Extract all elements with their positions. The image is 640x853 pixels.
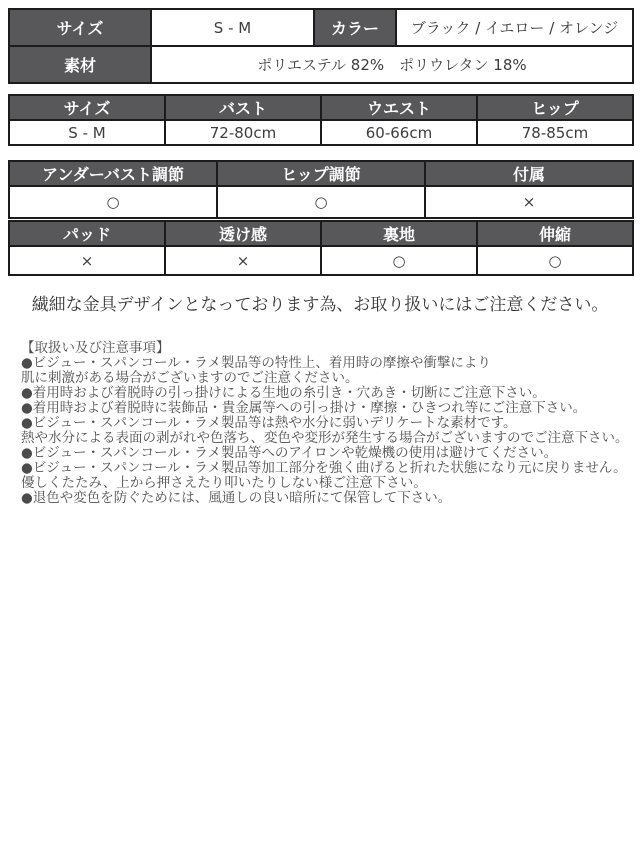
color-value: ブラック / イエロー / オレンジ [396, 9, 633, 46]
sheerness-header: 透け感 [165, 221, 321, 246]
pad-value: × [9, 246, 165, 275]
bust-value: 72-80cm [165, 120, 321, 145]
note-line: ●ビジュー・スパンコール・ラメ製品等の特性上、着用時の摩擦や衝撃により [21, 355, 491, 371]
size-value: S - M [151, 9, 314, 46]
handling-notes [21, 341, 640, 506]
stretch-header: 伸縮 [477, 221, 633, 246]
accessory-header: 付属 [425, 161, 633, 186]
notes-title: 【取扱い及び注意事項】 [21, 340, 170, 356]
lining-header: 裏地 [321, 221, 477, 246]
hip-adjust-header: ヒップ調節 [217, 161, 425, 186]
material-value: ポリエステル 82% ポリウレタン 18% [151, 46, 633, 83]
pad-header: パッド [9, 221, 165, 246]
underbust-adjust-header: アンダーバスト調節 [9, 161, 217, 186]
hip-header: ヒップ [477, 95, 633, 120]
hip-adjust-value: ○ [217, 186, 425, 218]
waist-value: 60-66cm [321, 120, 477, 145]
measure-size-value: S - M [9, 120, 165, 145]
note-line: ●退色や変色を防ぐためには、風通しの良い暗所にて保管して下さい。 [21, 490, 452, 506]
note-line: 優しくたたみ、上から押さえたり叩いたりしない様ご注意下さい。 [21, 475, 427, 491]
note-line: ●着用時および着脱時の引っ掛けによる生地の糸引き・穴あき・切断にご注意下さい。 [21, 385, 546, 401]
bust-header: バスト [165, 95, 321, 120]
waist-header: ウエスト [321, 95, 477, 120]
measurement-table [8, 94, 634, 146]
hardware-caution-text: 繊細な金具デザインとなっております為、お取り扱いにはご注意ください。 [31, 295, 609, 315]
sheerness-value: × [165, 246, 321, 275]
stretch-value: ○ [477, 246, 633, 275]
color-header: カラー [314, 9, 396, 46]
feature-table-top [8, 160, 634, 219]
size-header: サイズ [9, 9, 151, 46]
note-line: 熱や水分による表面の剥がれや色落ち、変色や変形が発生する場合がございますのでご注意下さい。 [21, 430, 629, 446]
note-line: ●ビジュー・スパンコール・ラメ製品等へのアイロンや乾燥機の使用は避けてください。 [21, 445, 558, 461]
hip-value: 78-85cm [477, 120, 633, 145]
note-line: ●ビジュー・スパンコール・ラメ製品等加工部分を強く曲げると折れた状態になり元に戻りません。 [21, 460, 627, 476]
size-color-material-table [8, 8, 634, 84]
note-line: ●ビジュー・スパンコール・ラメ製品等は熱や水分に弱いデリケートな素材です。 [21, 415, 517, 431]
underbust-adjust-value: ○ [9, 186, 217, 218]
feature-table-bottom [8, 220, 634, 276]
material-header: 素材 [9, 46, 151, 83]
note-line: 肌に刺激がある場合がございますのでご注意ください。 [21, 370, 359, 386]
lining-value: ○ [321, 246, 477, 275]
accessory-value: × [425, 186, 633, 218]
note-line: ●着用時および着脱時に装飾品・貴金属等への引っ掛け・摩擦・ひきつれ等にご注意下さい。 [21, 400, 587, 416]
measure-size-header: サイズ [9, 95, 165, 120]
